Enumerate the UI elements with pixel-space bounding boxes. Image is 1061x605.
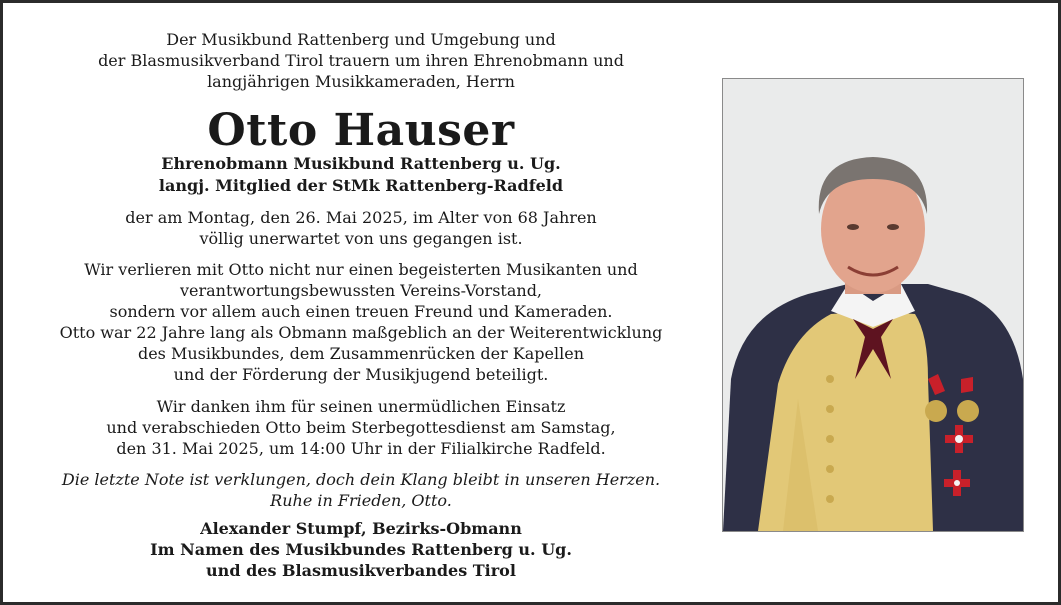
funeral-line: und verabschieden Otto beim Sterbegottesdienst am Samstag, <box>106 418 616 437</box>
portrait-illustration <box>723 79 1023 531</box>
role-line: langj. Mitglied der StMk Rattenberg-Radfeld <box>158 176 564 195</box>
tribute-line: Otto war 22 Jahre lang als Obmann maßgeblich an der Weiterentwicklung <box>59 323 663 342</box>
tribute-line: sondern vor allem auch einen treuen Freund und Kameraden. <box>109 302 613 321</box>
deceased-name: Otto Hauser <box>207 105 515 156</box>
death-line: der am Montag, den 26. Mai 2025, im Alter von 68 Jahren <box>125 208 597 227</box>
tribute-line: und der Förderung der Musikjugend beteiligt. <box>173 365 549 384</box>
funeral-line: Wir danken ihm für seinen unermüdlichen Einsatz <box>156 397 566 416</box>
signature-block <box>21 518 701 581</box>
tribute-text <box>21 259 701 385</box>
death-notice <box>21 207 701 249</box>
tribute-line: verantwortungsbewussten Vereins-Vorstand, <box>179 281 543 300</box>
memorial-quote <box>21 469 701 511</box>
tribute-line: Wir verlieren mit Otto nicht nur einen begeisterten Musikanten und <box>84 260 638 279</box>
intro-line: der Blasmusikverband Tirol trauern um ihren Ehrenobmann und <box>98 51 624 70</box>
funeral-info <box>21 396 701 459</box>
tribute-line: des Musikbundes, dem Zusammenrücken der Kapellen <box>137 344 585 363</box>
role-line: Ehrenobmann Musikbund Rattenberg u. Ug. <box>161 154 561 173</box>
signature-line: Alexander Stumpf, Bezirks-Obmann <box>200 519 522 538</box>
quote-line: Die letzte Note ist verklungen, doch dein Klang bleibt in unseren Herzen. <box>61 470 661 489</box>
signature-line: und des Blasmusikverbandes Tirol <box>206 561 516 580</box>
death-line: völlig unerwartet von uns gegangen ist. <box>199 229 523 248</box>
intro-line: Der Musikbund Rattenberg und Umgebung und <box>166 30 556 49</box>
funeral-line: den 31. Mai 2025, um 14:00 Uhr in der Filialkirche Radfeld. <box>116 439 606 458</box>
quote-line: Ruhe in Frieden, Otto. <box>270 491 452 510</box>
portrait-photo <box>722 78 1024 532</box>
intro-text <box>21 29 701 92</box>
signature-line: Im Namen des Musikbundes Rattenberg u. Ug. <box>150 540 572 559</box>
intro-line: langjährigen Musikkameraden, Herrn <box>207 72 515 91</box>
